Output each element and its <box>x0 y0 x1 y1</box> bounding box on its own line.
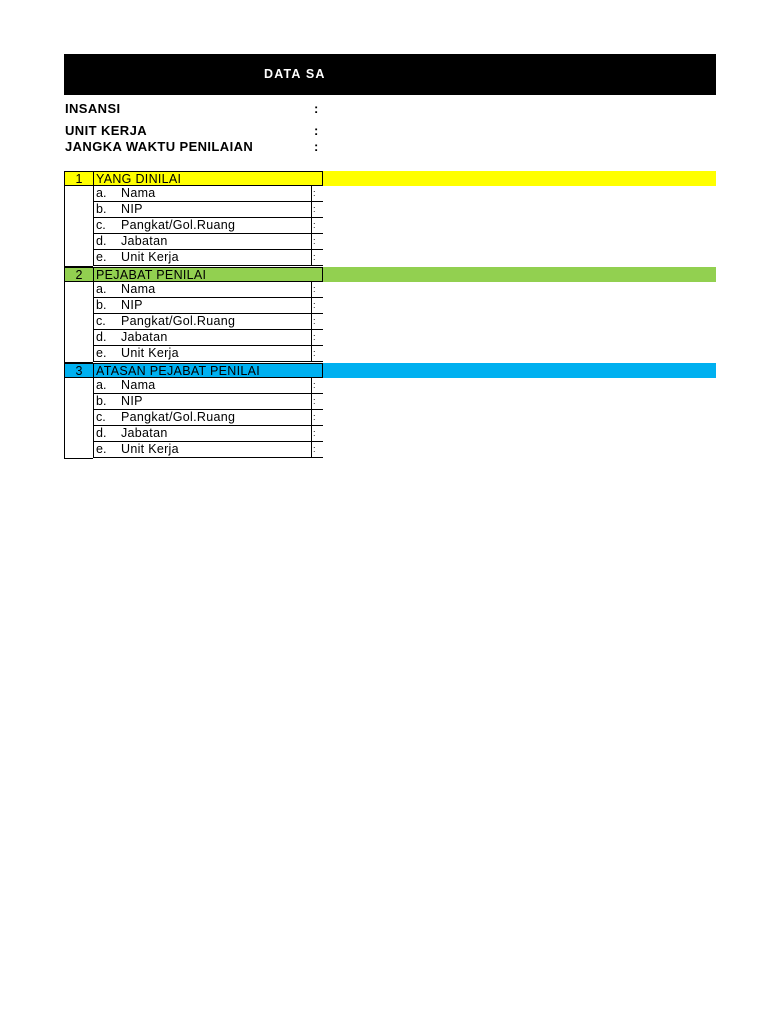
section-number-column <box>64 186 93 267</box>
row-letter: a. <box>96 186 107 200</box>
row-value-cell: : <box>311 426 324 441</box>
section-number: 1 <box>64 171 93 186</box>
row-letter: c. <box>96 218 106 232</box>
row-label: Unit Kerja <box>121 442 179 456</box>
table-row <box>93 426 323 442</box>
table-row <box>93 346 323 362</box>
row-letter: b. <box>96 298 107 312</box>
row-value-cell: : <box>311 410 324 425</box>
row-letter: a. <box>96 282 107 296</box>
header-label-unit-kerja: UNIT KERJA <box>65 123 148 138</box>
section-band-3 <box>64 363 716 378</box>
row-value-cell: : <box>311 330 324 345</box>
section-title: YANG DINILAI <box>93 171 323 186</box>
table-row <box>93 410 323 426</box>
row-label: Nama <box>121 282 156 296</box>
row-label: NIP <box>121 394 143 408</box>
section-title: PEJABAT PENILAI <box>93 267 323 282</box>
row-letter: c. <box>96 314 106 328</box>
header-colon-jangka-waktu: : <box>314 139 319 154</box>
row-value-cell: : <box>311 282 324 297</box>
row-label: Pangkat/Gol.Ruang <box>121 410 236 424</box>
header-colon-insansi: : <box>314 101 319 116</box>
section-number-column <box>64 282 93 363</box>
row-label: NIP <box>121 298 143 312</box>
header-label-insansi: INSANSI <box>65 101 121 116</box>
table-row <box>93 378 323 394</box>
table-row <box>93 186 323 202</box>
table-row <box>93 282 323 298</box>
row-letter: b. <box>96 394 107 408</box>
row-letter: b. <box>96 202 107 216</box>
table-row <box>93 250 323 266</box>
row-value-cell: : <box>311 202 324 217</box>
section-band-2 <box>64 267 716 282</box>
row-label: Unit Kerja <box>121 346 179 360</box>
row-label: Unit Kerja <box>121 250 179 264</box>
row-value-cell: : <box>311 442 324 457</box>
row-label: Nama <box>121 186 156 200</box>
row-value-cell: : <box>311 394 324 409</box>
row-label: Jabatan <box>121 234 168 248</box>
row-letter: d. <box>96 234 107 248</box>
table-row <box>93 202 323 218</box>
row-letter: c. <box>96 410 106 424</box>
table-row <box>93 442 323 458</box>
section-number: 3 <box>64 363 93 378</box>
row-value-cell: : <box>311 186 324 201</box>
section-number: 2 <box>64 267 93 282</box>
row-value-cell: : <box>311 234 324 249</box>
header-colon-unit-kerja: : <box>314 123 319 138</box>
row-letter: e. <box>96 250 107 264</box>
row-value-cell: : <box>311 346 324 361</box>
row-label: Jabatan <box>121 426 168 440</box>
section-title: ATASAN PEJABAT PENILAI <box>93 363 323 378</box>
row-value-cell: : <box>311 218 324 233</box>
table-row <box>93 234 323 250</box>
row-value-cell: : <box>311 298 324 313</box>
page-title: DATA SA <box>264 67 326 81</box>
row-letter: d. <box>96 426 107 440</box>
section-band-1 <box>64 171 716 186</box>
row-letter: e. <box>96 346 107 360</box>
row-value-cell: : <box>311 250 324 265</box>
row-label: Nama <box>121 378 156 392</box>
row-value-cell: : <box>311 314 324 329</box>
table-row <box>93 330 323 346</box>
row-letter: a. <box>96 378 107 392</box>
table-row <box>93 218 323 234</box>
table-row <box>93 298 323 314</box>
title-bar <box>64 54 716 95</box>
table-row <box>93 314 323 330</box>
section-number-column <box>64 378 93 459</box>
row-label: Jabatan <box>121 330 168 344</box>
row-letter: e. <box>96 442 107 456</box>
header-label-jangka-waktu: JANGKA WAKTU PENILAIAN <box>65 139 254 154</box>
row-value-cell: : <box>311 378 324 393</box>
row-label: NIP <box>121 202 143 216</box>
row-label: Pangkat/Gol.Ruang <box>121 314 236 328</box>
row-letter: d. <box>96 330 107 344</box>
table-row <box>93 394 323 410</box>
row-label: Pangkat/Gol.Ruang <box>121 218 236 232</box>
